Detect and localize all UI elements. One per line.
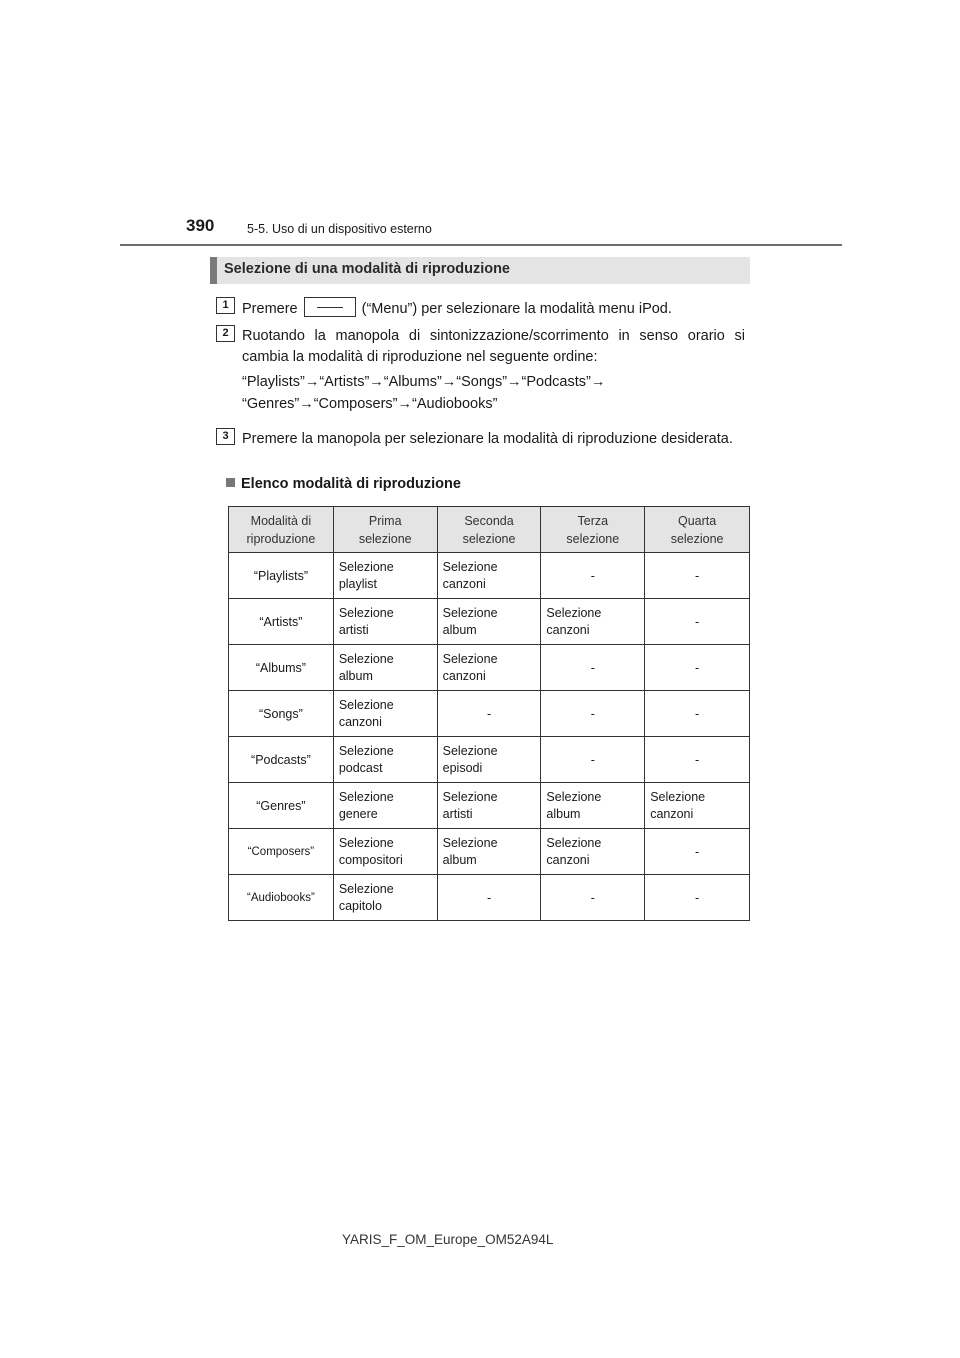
mode-cell: “Podcasts” — [229, 737, 334, 783]
mode-cell: “Genres” — [229, 783, 334, 829]
empty-cell: - — [645, 553, 750, 599]
section-heading: Selezione di una modalità di riproduzione — [224, 261, 510, 277]
table-row — [229, 553, 750, 599]
selection-cell: Selezione genere — [333, 783, 437, 829]
step-2: Ruotando la manopola di sintonizzazione/scorrimento in senso orario si cambia la modalità di riproduzione nel seguente ordine: — [242, 328, 745, 365]
mode-cell: “Audiobooks” — [229, 875, 334, 921]
page-number: 390 — [186, 216, 215, 235]
table-header-cell: Prima selezione — [333, 507, 437, 553]
selection-cell: Selezione canzoni — [437, 645, 541, 691]
section-heading-bar — [210, 257, 750, 284]
selection-cell: Selezione album — [437, 599, 541, 645]
empty-cell: - — [645, 645, 750, 691]
heading-accent — [210, 257, 217, 284]
table-header-row — [229, 507, 750, 553]
selection-cell: Selezione album — [333, 645, 437, 691]
step-1-after: (“Menu”) per selezionare la modalità menu iPod. — [361, 301, 672, 317]
menu-button-icon — [304, 297, 356, 317]
empty-cell: - — [437, 691, 541, 737]
step-number-2: 2 — [216, 325, 235, 342]
mode-cell: “Songs” — [229, 691, 334, 737]
selection-cell: Selezione canzoni — [541, 829, 645, 875]
table-row — [229, 645, 750, 691]
selection-cell: Selezione album — [541, 783, 645, 829]
empty-cell: - — [541, 691, 645, 737]
mode-cell: “Composers” — [229, 829, 334, 875]
mode-cell: “Albums” — [229, 645, 334, 691]
selection-cell: Selezione canzoni — [437, 553, 541, 599]
selection-cell: Selezione playlist — [333, 553, 437, 599]
empty-cell: - — [645, 829, 750, 875]
selection-cell: Selezione album — [437, 829, 541, 875]
mode-cell: “Artists” — [229, 599, 334, 645]
order-line-1: “Playlists”→“Artists”→“Albums”→“Songs”→“Podcasts”→ — [242, 374, 606, 390]
table-row — [229, 829, 750, 875]
empty-cell: - — [645, 691, 750, 737]
empty-cell: - — [541, 645, 645, 691]
table-row — [229, 737, 750, 783]
table-row — [229, 783, 750, 829]
step-3: Premere la manopola per selezionare la modalità di riproduzione desiderata. — [242, 431, 733, 447]
empty-cell: - — [645, 875, 750, 921]
step-1-before: Premere — [242, 301, 298, 317]
empty-cell: - — [541, 553, 645, 599]
selection-cell: Selezione canzoni — [541, 599, 645, 645]
empty-cell: - — [541, 875, 645, 921]
square-bullet-icon — [226, 478, 235, 487]
selection-cell: Selezione capitolo — [333, 875, 437, 921]
header-rule — [120, 244, 842, 246]
empty-cell: - — [645, 599, 750, 645]
table-row — [229, 599, 750, 645]
selection-cell: Selezione canzoni — [333, 691, 437, 737]
selection-cell: Selezione canzoni — [645, 783, 750, 829]
selection-cell: Selezione artisti — [437, 783, 541, 829]
step-1 — [242, 297, 745, 320]
order-line-2: “Genres”→“Composers”→“Audiobooks” — [242, 396, 498, 412]
table-header-cell: Quarta selezione — [645, 507, 750, 553]
table-header-cell: Terza selezione — [541, 507, 645, 553]
table-row — [229, 875, 750, 921]
table-header-cell: Seconda selezione — [437, 507, 541, 553]
footer-document-code: YARIS_F_OM_Europe_OM52A94L — [342, 1232, 554, 1247]
selection-cell: Selezione podcast — [333, 737, 437, 783]
empty-cell: - — [645, 737, 750, 783]
selection-cell: Selezione artisti — [333, 599, 437, 645]
empty-cell: - — [437, 875, 541, 921]
section-reference: 5-5. Uso di un dispositivo esterno — [247, 222, 432, 236]
selection-cell: Selezione episodi — [437, 737, 541, 783]
step-number-3: 3 — [216, 428, 235, 445]
mode-cell: “Playlists” — [229, 553, 334, 599]
list-heading-text: Elenco modalità di riproduzione — [241, 476, 461, 492]
selection-cell: Selezione compositori — [333, 829, 437, 875]
empty-cell: - — [541, 737, 645, 783]
list-heading — [226, 476, 461, 492]
table-row — [229, 691, 750, 737]
playback-mode-table — [228, 506, 750, 921]
table-header-cell: Modalità di riproduzione — [229, 507, 334, 553]
step-number-1: 1 — [216, 297, 235, 314]
